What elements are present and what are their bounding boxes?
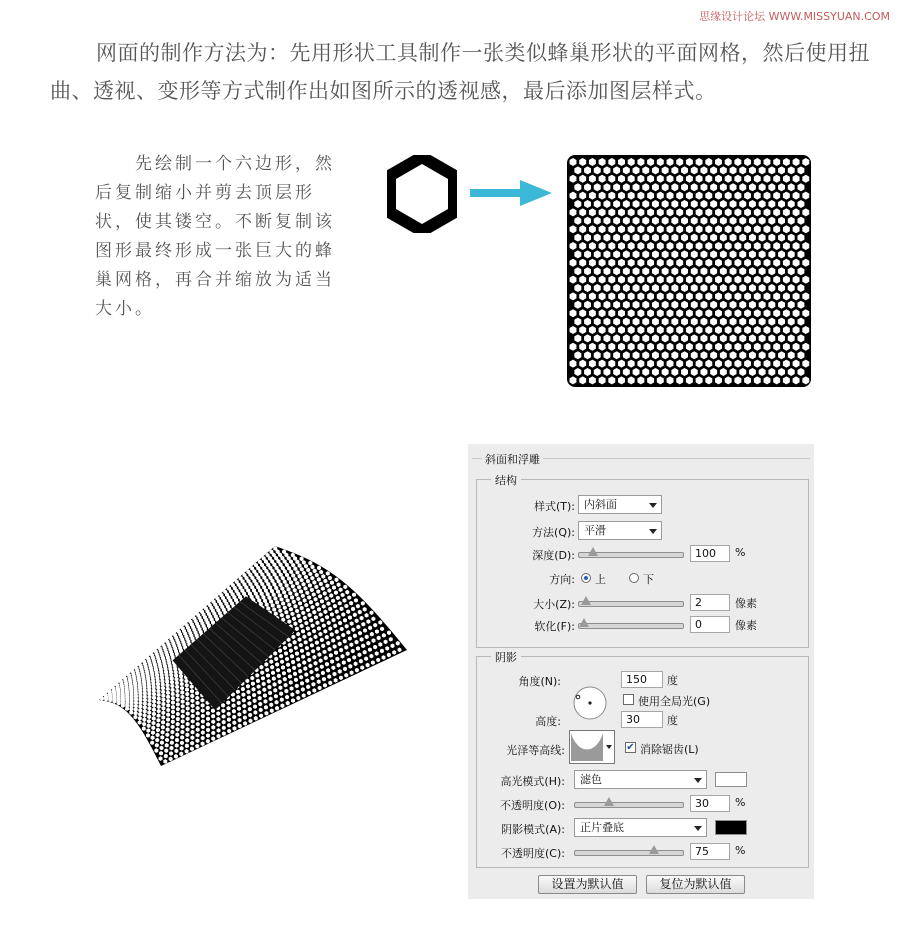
hexagon-shape [387,155,457,233]
direction-label: 方向: [549,573,575,586]
global-light-label: 使用全局光(G) [638,695,711,708]
depth-input[interactable]: 100 [690,545,730,562]
soften-label: 软化(F): [534,620,575,633]
soften-slider-thumb[interactable] [579,618,589,627]
size-label: 大小(Z): [533,598,575,611]
shadow-mode-label: 阴影模式(A): [501,823,565,836]
altitude-input[interactable]: 30 [621,711,663,728]
soften-slider[interactable] [578,623,684,629]
chevron-down-icon [606,745,612,749]
warped-honeycomb-mesh [95,540,415,775]
size-input[interactable]: 2 [690,594,730,611]
soften-unit: 像素 [735,619,757,632]
arrow-icon [470,180,552,206]
shading-group [476,651,809,868]
panel-title: 斜面和浮雕 [482,451,543,467]
chevron-down-icon [649,529,657,534]
size-slider-thumb[interactable] [581,596,591,605]
intro-paragraph: 网面的制作方法为：先用形状工具制作一张类似蜂巢形状的平面网格，然后使用扭曲、透视、变形等方式制作出如图所示的透视感，最后添加图层样式。 [50,41,870,103]
site-watermark: 思缘设计论坛 WWW.MISSYUAN.COM [699,10,890,23]
honeycomb-grid [565,153,813,389]
highlight-color-swatch[interactable] [715,772,747,787]
highlight-opacity-input[interactable]: 30 [690,795,730,812]
technique-label: 方法(Q): [532,526,575,539]
shadow-color-swatch[interactable] [715,820,747,835]
technique-value: 平滑 [584,524,606,537]
highlight-opacity-slider[interactable] [574,802,684,808]
size-slider[interactable] [578,601,684,607]
shadow-mode-dropdown[interactable] [574,818,707,837]
highlight-opacity-unit: % [735,796,746,809]
highlight-opacity-slider-thumb[interactable] [604,797,614,806]
style-label: 样式(T): [533,500,575,513]
soften-input[interactable]: 0 [690,616,730,633]
shadow-opacity-label: 不透明度(C): [501,847,565,860]
reset-default-button[interactable]: 复位为默认值 [646,875,745,894]
direction-down-label: 下 [643,573,654,586]
shadow-opacity-input[interactable]: 75 [690,843,730,860]
chevron-down-icon [649,503,657,508]
shading-group-label: 阴影 [491,649,521,665]
altitude-unit: 度 [667,714,678,727]
angle-unit: 度 [667,674,678,687]
depth-unit: % [735,546,746,559]
highlight-mode-label: 高光模式(H): [500,775,565,788]
depth-label: 深度(D): [532,549,575,562]
direction-up-radio[interactable] [581,573,591,583]
chevron-down-icon [694,826,702,831]
angle-label: 角度(N): [518,675,561,688]
gloss-contour-label: 光泽等高线: [506,744,565,757]
shadow-opacity-slider-thumb[interactable] [649,845,659,854]
highlight-mode-value: 滤色 [580,773,602,786]
structure-group [476,474,809,648]
highlight-mode-dropdown[interactable] [574,770,707,789]
style-dropdown[interactable] [578,495,662,514]
step-description: 先绘制一个六边形，然后复制缩小并剪去顶层形状，使其镂空。不断复制该图形最终形成一张巨大的蜂巢网格，再合并缩放为适当大小。 [95,154,335,319]
shadow-mode-value: 正片叠底 [580,821,624,834]
direction-down-radio[interactable] [629,573,639,583]
shadow-opacity-unit: % [735,844,746,857]
depth-slider[interactable] [578,552,684,558]
structure-group-label: 结构 [491,472,521,488]
global-light-checkbox[interactable] [623,694,634,705]
bevel-emboss-panel [468,444,814,899]
shadow-opacity-slider[interactable] [574,850,684,856]
antialias-checkbox[interactable]: ✔ [626,742,635,753]
altitude-label: 高度: [535,715,561,728]
make-default-button[interactable]: 设置为默认值 [538,875,637,894]
depth-slider-thumb[interactable] [588,547,598,556]
style-value: 内斜面 [584,498,617,511]
chevron-down-icon [694,778,702,783]
highlight-opacity-label: 不透明度(O): [500,799,565,812]
angle-dial[interactable] [572,685,608,721]
size-unit: 像素 [735,597,757,610]
gloss-contour-picker[interactable] [569,730,615,764]
technique-dropdown[interactable] [578,521,662,540]
contour-curve-icon [570,731,604,763]
antialias-label: 消除锯齿(L) [640,743,699,756]
direction-up-label: 上 [595,573,606,586]
angle-input[interactable]: 150 [621,671,663,688]
